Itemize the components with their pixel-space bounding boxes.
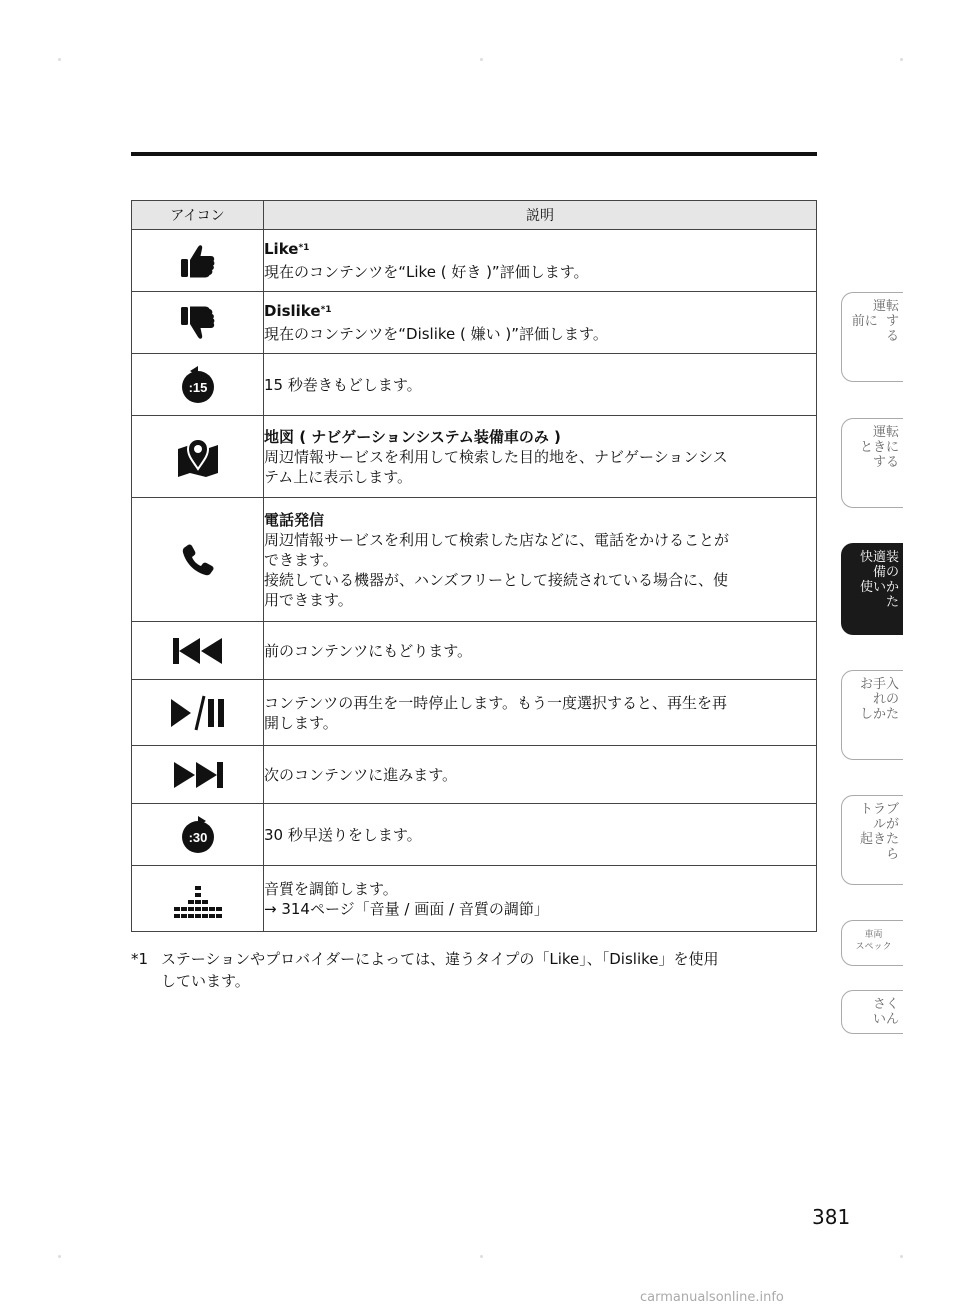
side-tab-label: お手入れの しかた <box>859 677 899 722</box>
rewind-15-icon <box>176 363 220 407</box>
desc-line: 音質を調節します。 <box>264 879 398 898</box>
row-title: 電話発信 <box>264 510 325 529</box>
crop-mark <box>900 1255 903 1258</box>
crop-mark <box>58 58 61 61</box>
side-tab-label: さく いん <box>872 997 899 1027</box>
icon-cell <box>132 230 264 292</box>
description-column-header: 説明 <box>264 201 817 230</box>
row-title: 地図 ( ナビゲーションシステム装備車のみ ) <box>264 427 561 446</box>
desc-line: 周辺情報サービスを利用して検索した目的地を、ナビゲーションシス <box>264 447 728 466</box>
svg-text::15: :15 <box>188 379 207 395</box>
equalizer-bar-segment <box>174 907 180 911</box>
play-pause-icon <box>168 693 228 733</box>
desc-line: 用できます。 <box>264 590 353 609</box>
icon-column-header: アイコン <box>132 201 264 230</box>
crop-mark <box>58 1255 61 1258</box>
equalizer-bar-segment <box>216 914 222 918</box>
equalizer-bar-segment <box>202 900 208 904</box>
side-tab-comfort-equipment[interactable] <box>841 543 903 635</box>
desc-line: 前のコンテンツにもどります。 <box>264 641 473 660</box>
header-rule <box>131 152 817 156</box>
next-track-icon <box>170 759 226 791</box>
row-title: Like$^{*1}$ <box>264 240 310 258</box>
desc-line: 開します。 <box>264 713 338 732</box>
row-description <box>264 292 817 354</box>
desc-line: できます。 <box>264 550 338 569</box>
table-row <box>132 416 817 498</box>
row-description <box>264 230 817 292</box>
watermark: carmanualsonline.info <box>640 1290 784 1305</box>
desc-line: 現在のコンテンツを“Dislike ( 嫌い )”評価します。 <box>264 325 608 343</box>
table-row <box>132 680 817 746</box>
row-description <box>264 680 817 746</box>
equalizer-bar-segment <box>195 893 201 897</box>
equalizer-bar-segment <box>188 900 194 904</box>
side-tab-label: トラブルが 起きたら <box>859 802 899 862</box>
equalizer-bar-segment <box>202 907 208 911</box>
table-row <box>132 230 817 292</box>
equalizer-bar-segment <box>195 914 201 918</box>
row-description <box>264 416 817 498</box>
table-row <box>132 292 817 354</box>
previous-track-icon <box>170 635 226 667</box>
equalizer-bar-segment <box>216 907 222 911</box>
equalizer-bar-segment <box>188 907 194 911</box>
crop-mark <box>480 58 483 61</box>
equalizer-bar-segment <box>209 914 215 918</box>
desc-line: コンテンツの再生を一時停止します。もう一度選択すると、再生を再 <box>264 693 728 712</box>
row-description <box>264 746 817 804</box>
crop-mark <box>480 1255 483 1258</box>
forward-30-icon <box>176 813 220 857</box>
row-description <box>264 622 817 680</box>
footnote <box>131 948 821 992</box>
side-tab-before-driving[interactable] <box>841 292 903 382</box>
footnote-mark: *1 <box>131 950 149 968</box>
row-description <box>264 804 817 866</box>
equalizer-bar-segment <box>209 907 215 911</box>
svg-text::30: :30 <box>188 829 207 845</box>
side-tab-troubleshooting[interactable] <box>841 795 903 885</box>
equalizer-bar-segment <box>195 907 201 911</box>
equalizer-bar-segment <box>181 907 187 911</box>
desc-line: 30 秒早送りをします。 <box>264 825 422 844</box>
phone-icon <box>180 542 216 578</box>
row-description <box>264 354 817 416</box>
table-row <box>132 804 817 866</box>
desc-line: 現在のコンテンツを“Like ( 好き )”評価します。 <box>264 263 589 281</box>
equalizer-icon <box>172 879 224 919</box>
equalizer-bar-segment <box>174 914 180 918</box>
equalizer-bar-segment <box>195 900 201 904</box>
row-description <box>264 498 817 622</box>
footnote-ref: *1 <box>298 243 310 253</box>
page-number: 381 <box>812 1205 851 1229</box>
desc-line: → 314ページ「音量 / 画面 / 音質の調節」 <box>264 899 549 918</box>
side-tab-maintenance[interactable] <box>841 670 903 760</box>
icon-cell <box>132 498 264 622</box>
equalizer-bar-segment <box>188 914 194 918</box>
thumbs-down-icon <box>178 303 218 343</box>
side-tab-label: 運転 前に する <box>851 299 899 344</box>
equalizer-bar-segment <box>181 914 187 918</box>
icon-cell <box>132 680 264 746</box>
icon-cell <box>132 866 264 932</box>
side-tab-index[interactable] <box>841 990 903 1034</box>
crop-mark <box>900 58 903 61</box>
desc-line: 周辺情報サービスを利用して検索した店などに、電話をかけることが <box>264 530 730 549</box>
table-header-row <box>132 201 817 230</box>
row-title: Dislike$^{*1}$ <box>264 302 332 320</box>
table-row <box>132 622 817 680</box>
icon-cell <box>132 354 264 416</box>
row-description <box>264 866 817 932</box>
side-tab-label: 運転 ときに する <box>859 425 899 470</box>
thumbs-up-icon <box>178 241 218 281</box>
footnote-line: しています。 <box>161 972 250 990</box>
icon-cell <box>132 292 264 354</box>
icon-cell <box>132 622 264 680</box>
side-tab-while-driving[interactable] <box>841 418 903 508</box>
desc-line: 次のコンテンツに進みます。 <box>264 765 458 784</box>
table-row <box>132 498 817 622</box>
icon-cell <box>132 416 264 498</box>
table-row <box>132 746 817 804</box>
table-row <box>132 354 817 416</box>
icon-table <box>131 200 817 932</box>
desc-line: 接続している機器が、ハンズフリーとして接続されている場合に、使 <box>264 570 728 589</box>
desc-line: 15 秒巻きもどします。 <box>264 375 422 394</box>
equalizer-bar-segment <box>202 914 208 918</box>
footnote-line: ステーションやプロバイダーによっては、違うタイプの「Like」、「Dislike」を使用 <box>161 950 719 968</box>
desc-line: テム上に表示します。 <box>264 467 413 486</box>
icon-cell <box>132 746 264 804</box>
icon-cell <box>132 804 264 866</box>
side-tab-specifications[interactable] <box>841 920 903 966</box>
map-pin-icon <box>175 435 221 479</box>
table-row <box>132 866 817 932</box>
equalizer-bar-segment <box>195 886 201 890</box>
side-tab-label: 快適装備の 使いかた <box>859 550 899 610</box>
footnote-ref: *1 <box>320 305 332 315</box>
side-tab-label: 車両 スペック <box>855 930 892 952</box>
